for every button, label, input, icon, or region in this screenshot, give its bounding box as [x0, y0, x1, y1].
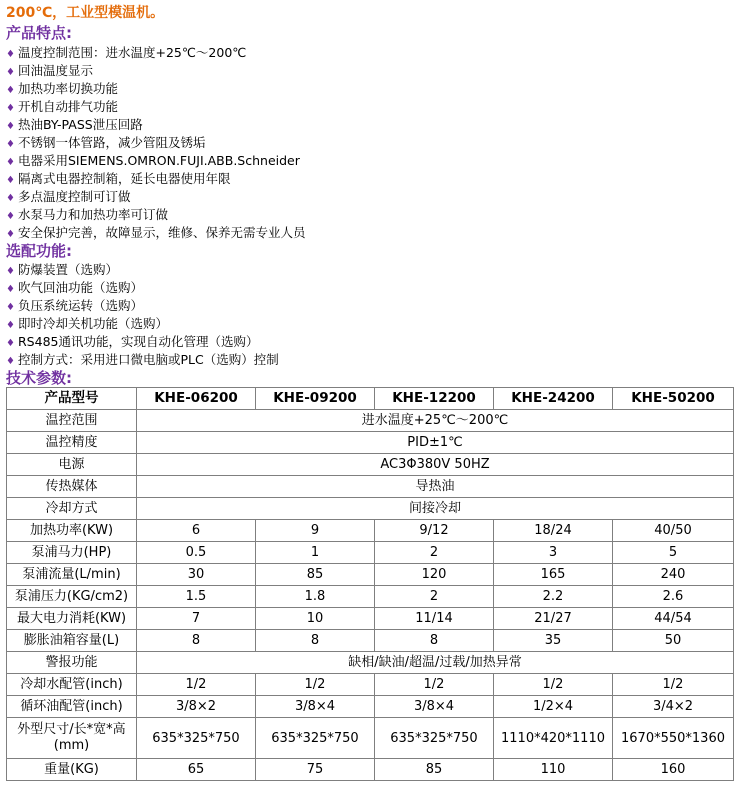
spec-value-cell: 1.5	[137, 586, 256, 608]
spec-merged-value-cell: 间接冷却	[137, 498, 734, 520]
spec-label-cell: 电源	[7, 454, 137, 476]
option-item	[6, 261, 279, 279]
spec-merged-value-cell: AC3Φ380V 50HZ	[137, 454, 734, 476]
spec-value-cell: 3/8×2	[137, 696, 256, 718]
spec-value-cell: 165	[494, 564, 613, 586]
spec-value-cell: 3/8×4	[375, 696, 494, 718]
diamond-bullet-icon: ♦	[6, 85, 15, 96]
diamond-bullet-icon: ♦	[6, 302, 15, 313]
spec-value-cell: 40/50	[613, 520, 734, 542]
spec-label-cell: 泵浦马力(HP)	[7, 542, 137, 564]
spec-table	[6, 387, 734, 781]
spec-value-cell: 1110*420*1110	[494, 718, 613, 759]
spec-row	[7, 652, 734, 674]
spec-value-cell: 8	[137, 630, 256, 652]
option-item	[6, 351, 279, 369]
spec-value-cell: 635*325*750	[256, 718, 375, 759]
spec-merged-value-cell: PID±1℃	[137, 432, 734, 454]
model-header-cell: KHE-12200	[375, 388, 494, 410]
spec-merged-value-cell: 进水温度+25℃～200℃	[137, 410, 734, 432]
spec-label-cell: 冷却水配管(inch)	[7, 674, 137, 696]
feature-item	[6, 116, 306, 134]
feature-item	[6, 152, 306, 170]
spec-label-cell: 温控范围	[7, 410, 137, 432]
option-item-text: RS485通讯功能，实现自动化管理（选购）	[18, 334, 259, 349]
spec-label-cell: 警报功能	[7, 652, 137, 674]
options-heading: 选配功能:	[6, 242, 72, 260]
spec-label-cell: 加热功率(KW)	[7, 520, 137, 542]
spec-value-cell: 50	[613, 630, 734, 652]
spec-row	[7, 542, 734, 564]
spec-value-cell: 3/8×4	[256, 696, 375, 718]
spec-row	[7, 454, 734, 476]
feature-item-text: 多点温度控制可订做	[18, 189, 131, 204]
spec-label-cell: 最大电力消耗(KW)	[7, 608, 137, 630]
spec-merged-value-cell: 缺相/缺油/超温/过载/加热异常	[137, 652, 734, 674]
spec-row	[7, 630, 734, 652]
size-label-line: 外型尺寸/长*宽*高	[17, 722, 126, 737]
spec-header-row	[7, 388, 734, 410]
spec-value-cell: 1	[256, 542, 375, 564]
diamond-bullet-icon: ♦	[6, 356, 15, 367]
diamond-bullet-icon: ♦	[6, 193, 15, 204]
option-item-text: 控制方式：采用进口微电脑或PLC（选购）控制	[18, 352, 279, 367]
model-header-cell: KHE-09200	[256, 388, 375, 410]
spec-value-cell: 44/54	[613, 608, 734, 630]
features-heading: 产品特点:	[6, 24, 72, 42]
size-label-unit: (mm)	[53, 738, 90, 753]
feature-item-text: 温度控制范围：进水温度+25℃～200℃	[18, 45, 247, 60]
spec-value-cell: 635*325*750	[375, 718, 494, 759]
option-item-text: 吹气回油功能（选购）	[18, 280, 144, 295]
spec-label-cell: 重量(KG)	[7, 759, 137, 781]
header-label-cell: 产品型号	[7, 388, 137, 410]
model-header-cell: KHE-50200	[613, 388, 734, 410]
features-list	[6, 44, 306, 242]
spec-row	[7, 476, 734, 498]
option-item-text: 负压系统运转（选购）	[18, 298, 144, 313]
page-title: 200℃，工业型模温机。	[6, 5, 165, 21]
spec-value-cell: 5	[613, 542, 734, 564]
spec-value-cell: 75	[256, 759, 375, 781]
feature-item	[6, 134, 306, 152]
spec-value-cell: 9	[256, 520, 375, 542]
option-item	[6, 315, 279, 333]
spec-value-cell: 2	[375, 542, 494, 564]
spec-value-cell: 85	[256, 564, 375, 586]
spec-value-cell: 2.6	[613, 586, 734, 608]
diamond-bullet-icon: ♦	[6, 67, 15, 78]
spec-row	[7, 432, 734, 454]
feature-item-text: 回油温度显示	[18, 63, 94, 78]
spec-value-cell: 1/2	[613, 674, 734, 696]
diamond-bullet-icon: ♦	[6, 157, 15, 168]
diamond-bullet-icon: ♦	[6, 211, 15, 222]
feature-item	[6, 62, 306, 80]
option-item	[6, 333, 279, 351]
spec-value-cell: 3	[494, 542, 613, 564]
diamond-bullet-icon: ♦	[6, 229, 15, 240]
feature-item-text: 安全保护完善，故障显示，维修、保养无需专业人员	[18, 225, 306, 240]
spec-label-cell: 泵浦流量(L/min)	[7, 564, 137, 586]
spec-value-cell: 240	[613, 564, 734, 586]
diamond-bullet-icon: ♦	[6, 320, 15, 331]
spec-value-cell: 1.8	[256, 586, 375, 608]
spec-value-cell: 9/12	[375, 520, 494, 542]
spec-value-cell: 35	[494, 630, 613, 652]
spec-row	[7, 410, 734, 432]
spec-label-cell: 传热媒体	[7, 476, 137, 498]
spec-value-cell: 3/4×2	[613, 696, 734, 718]
feature-item	[6, 44, 306, 62]
spec-value-cell: 1/2	[494, 674, 613, 696]
feature-item-text: 不锈钢一体管路，减少管阻及锈垢	[18, 135, 206, 150]
diamond-bullet-icon: ♦	[6, 284, 15, 295]
specs-heading: 技术参数:	[6, 369, 72, 387]
spec-value-cell: 1670*550*1360	[613, 718, 734, 759]
spec-label-cell	[7, 718, 137, 759]
spec-value-cell: 1/2	[256, 674, 375, 696]
spec-label-cell: 膨胀油箱容量(L)	[7, 630, 137, 652]
option-item	[6, 279, 279, 297]
option-item	[6, 297, 279, 315]
spec-merged-value-cell: 导热油	[137, 476, 734, 498]
spec-row	[7, 520, 734, 542]
spec-row	[7, 674, 734, 696]
feature-item	[6, 188, 306, 206]
feature-item-text: 加热功率切换功能	[18, 81, 119, 96]
diamond-bullet-icon: ♦	[6, 175, 15, 186]
feature-item	[6, 80, 306, 98]
options-list	[6, 261, 279, 369]
feature-item	[6, 98, 306, 116]
feature-item-text: 水泵马力和加热功率可订做	[18, 207, 169, 222]
spec-value-cell: 8	[375, 630, 494, 652]
feature-item-text: 电器采用SIEMENS.OMRON.FUJI.ABB.Schneider	[18, 153, 300, 168]
spec-row	[7, 759, 734, 781]
spec-row	[7, 564, 734, 586]
spec-label-cell: 温控精度	[7, 432, 137, 454]
spec-label-cell: 循环油配管(inch)	[7, 696, 137, 718]
spec-value-cell: 30	[137, 564, 256, 586]
option-item-text: 防爆装置（选购）	[18, 262, 119, 277]
spec-value-cell: 1/2	[375, 674, 494, 696]
diamond-bullet-icon: ♦	[6, 338, 15, 349]
spec-value-cell: 6	[137, 520, 256, 542]
spec-value-cell: 0.5	[137, 542, 256, 564]
spec-label-cell: 冷却方式	[7, 498, 137, 520]
diamond-bullet-icon: ♦	[6, 103, 15, 114]
spec-row	[7, 608, 734, 630]
model-header-cell: KHE-06200	[137, 388, 256, 410]
spec-value-cell: 1/2	[137, 674, 256, 696]
spec-row	[7, 696, 734, 718]
feature-item-text: 热油BY-PASS泄压回路	[18, 117, 143, 132]
diamond-bullet-icon: ♦	[6, 266, 15, 277]
spec-size-row	[7, 718, 734, 759]
option-item-text: 即时冷却关机功能（选购）	[18, 316, 169, 331]
spec-value-cell: 110	[494, 759, 613, 781]
feature-item-text: 开机自动排气功能	[18, 99, 119, 114]
spec-value-cell: 21/27	[494, 608, 613, 630]
spec-value-cell: 65	[137, 759, 256, 781]
spec-value-cell: 2	[375, 586, 494, 608]
spec-value-cell: 8	[256, 630, 375, 652]
diamond-bullet-icon: ♦	[6, 49, 15, 60]
spec-value-cell: 635*325*750	[137, 718, 256, 759]
spec-value-cell: 1/2×4	[494, 696, 613, 718]
spec-row	[7, 498, 734, 520]
spec-value-cell: 11/14	[375, 608, 494, 630]
spec-value-cell: 85	[375, 759, 494, 781]
model-header-cell: KHE-24200	[494, 388, 613, 410]
spec-value-cell: 120	[375, 564, 494, 586]
spec-label-cell: 泵浦压力(KG/cm2)	[7, 586, 137, 608]
spec-value-cell: 2.2	[494, 586, 613, 608]
feature-item	[6, 170, 306, 188]
spec-value-cell: 10	[256, 608, 375, 630]
spec-value-cell: 18/24	[494, 520, 613, 542]
spec-value-cell: 7	[137, 608, 256, 630]
spec-value-cell: 160	[613, 759, 734, 781]
feature-item	[6, 224, 306, 242]
feature-item-text: 隔离式电器控制箱，延长电器使用年限	[18, 171, 231, 186]
diamond-bullet-icon: ♦	[6, 121, 15, 132]
spec-row	[7, 586, 734, 608]
diamond-bullet-icon: ♦	[6, 139, 15, 150]
feature-item	[6, 206, 306, 224]
